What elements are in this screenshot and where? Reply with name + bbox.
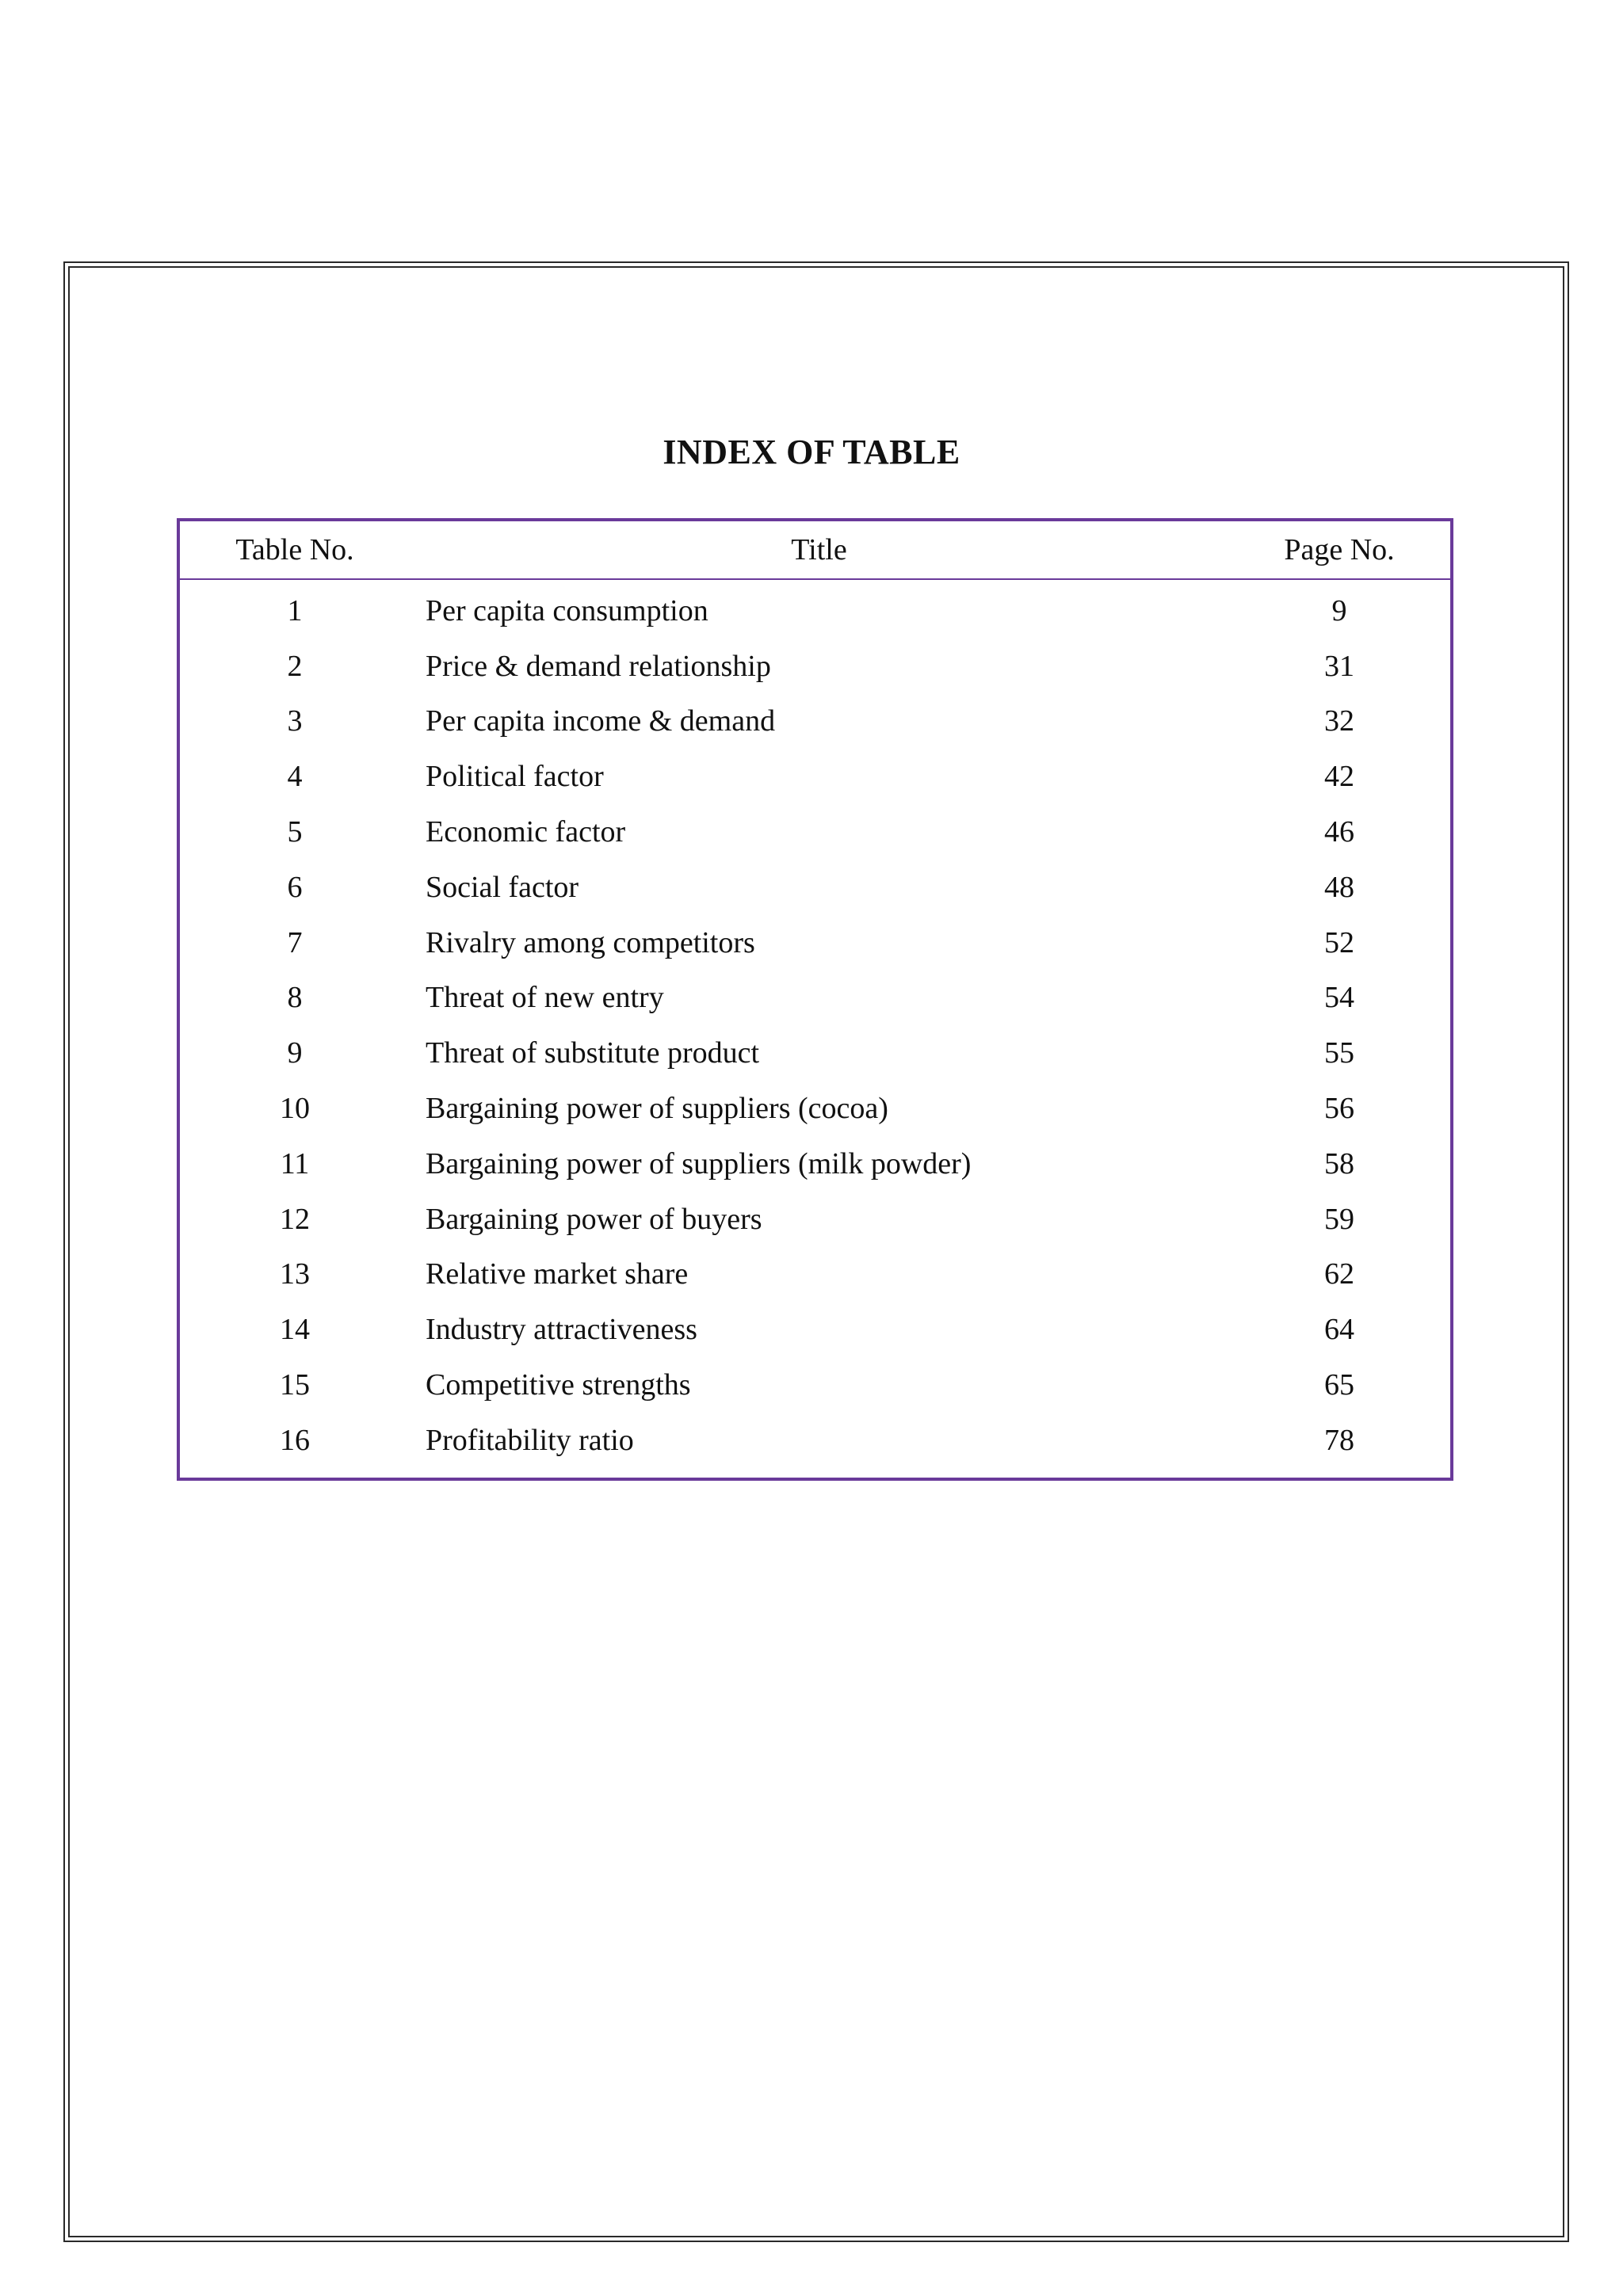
table-page-cell: 9: [1331, 593, 1347, 627]
table-number-cell: 11: [280, 1146, 310, 1180]
table-page-cell: 52: [1324, 925, 1354, 959]
table-row: [178, 1081, 1452, 1136]
table-title-cell: Competitive strengths: [426, 1368, 691, 1402]
table-number-cell: 5: [287, 815, 303, 849]
column-header-page-no: Page No.: [1228, 520, 1452, 579]
table-number-cell: 2: [287, 649, 303, 683]
table-page-cell: 31: [1324, 649, 1354, 683]
table-row: [178, 1413, 1452, 1479]
column-header-title: Title: [410, 520, 1228, 579]
table-page-cell: 58: [1324, 1146, 1354, 1180]
index-table: [177, 518, 1453, 1481]
table-number-cell: 1: [287, 593, 303, 627]
table-row: [178, 1247, 1452, 1302]
table-title-cell: Rivalry among competitors: [426, 925, 755, 959]
table-title-cell: Bargaining power of buyers: [426, 1202, 762, 1236]
table-number-cell: 10: [280, 1092, 310, 1126]
table-row: [178, 1357, 1452, 1413]
column-header-table-no: Table No.: [178, 520, 410, 579]
table-row: [178, 860, 1452, 915]
table-title-cell: Political factor: [426, 760, 604, 794]
table-page-cell: 54: [1324, 981, 1354, 1015]
table-row: [178, 915, 1452, 971]
table-number-cell: 13: [280, 1257, 310, 1291]
table-page-cell: 59: [1324, 1202, 1354, 1236]
table-title-cell: Social factor: [426, 870, 579, 904]
table-page-cell: 42: [1324, 760, 1354, 794]
table-page-cell: 62: [1324, 1257, 1354, 1291]
table-title-cell: Relative market share: [426, 1257, 689, 1291]
table-row: [178, 749, 1452, 804]
page-title: INDEX OF TABLE: [663, 433, 960, 471]
table-row: [178, 1136, 1452, 1192]
table-number-cell: 9: [287, 1036, 303, 1070]
table-title-cell: Threat of substitute product: [426, 1036, 760, 1070]
table-row: [178, 579, 1452, 639]
table-title-cell: Threat of new entry: [426, 981, 664, 1015]
table-row: [178, 1025, 1452, 1081]
header-row: [178, 520, 1452, 579]
table-number-cell: 7: [287, 925, 303, 959]
table-page-cell: 65: [1324, 1368, 1354, 1402]
table-page-cell: 78: [1324, 1423, 1354, 1457]
table-title-cell: Per capita consumption: [426, 593, 708, 627]
table-number-cell: 6: [287, 870, 303, 904]
table-title-cell: Industry attractiveness: [426, 1313, 697, 1347]
table-title-cell: Price & demand relationship: [426, 649, 771, 683]
table-row: [178, 1302, 1452, 1357]
table-row: [178, 694, 1452, 749]
table-number-cell: 15: [280, 1368, 310, 1402]
table-number-cell: 8: [287, 981, 303, 1015]
table-title-cell: Profitability ratio: [426, 1423, 634, 1457]
table-number-cell: 14: [280, 1313, 310, 1347]
table-title-cell: Economic factor: [426, 815, 626, 849]
table-row: [178, 804, 1452, 860]
table-page-cell: 48: [1324, 870, 1354, 904]
table-number-cell: 3: [287, 704, 303, 738]
table-page-cell: 56: [1324, 1092, 1354, 1126]
table-row: [178, 639, 1452, 694]
table-title-cell: Per capita income & demand: [426, 704, 776, 738]
table-number-cell: 16: [280, 1423, 310, 1457]
table-row: [178, 1192, 1452, 1247]
table-page-cell: 55: [1324, 1036, 1354, 1070]
table-title-cell: Bargaining power of suppliers (milk powder): [426, 1146, 972, 1180]
table-page-cell: 32: [1324, 704, 1354, 738]
table-body: [178, 579, 1452, 1479]
table-number-cell: 4: [287, 760, 303, 794]
table-page-cell: 64: [1324, 1313, 1354, 1347]
table-header: [178, 520, 1452, 579]
table-title-cell: Bargaining power of suppliers (cocoa): [426, 1092, 888, 1126]
table-number-cell: 12: [280, 1202, 310, 1236]
table-page-cell: 46: [1324, 815, 1354, 849]
table-row: [178, 971, 1452, 1026]
